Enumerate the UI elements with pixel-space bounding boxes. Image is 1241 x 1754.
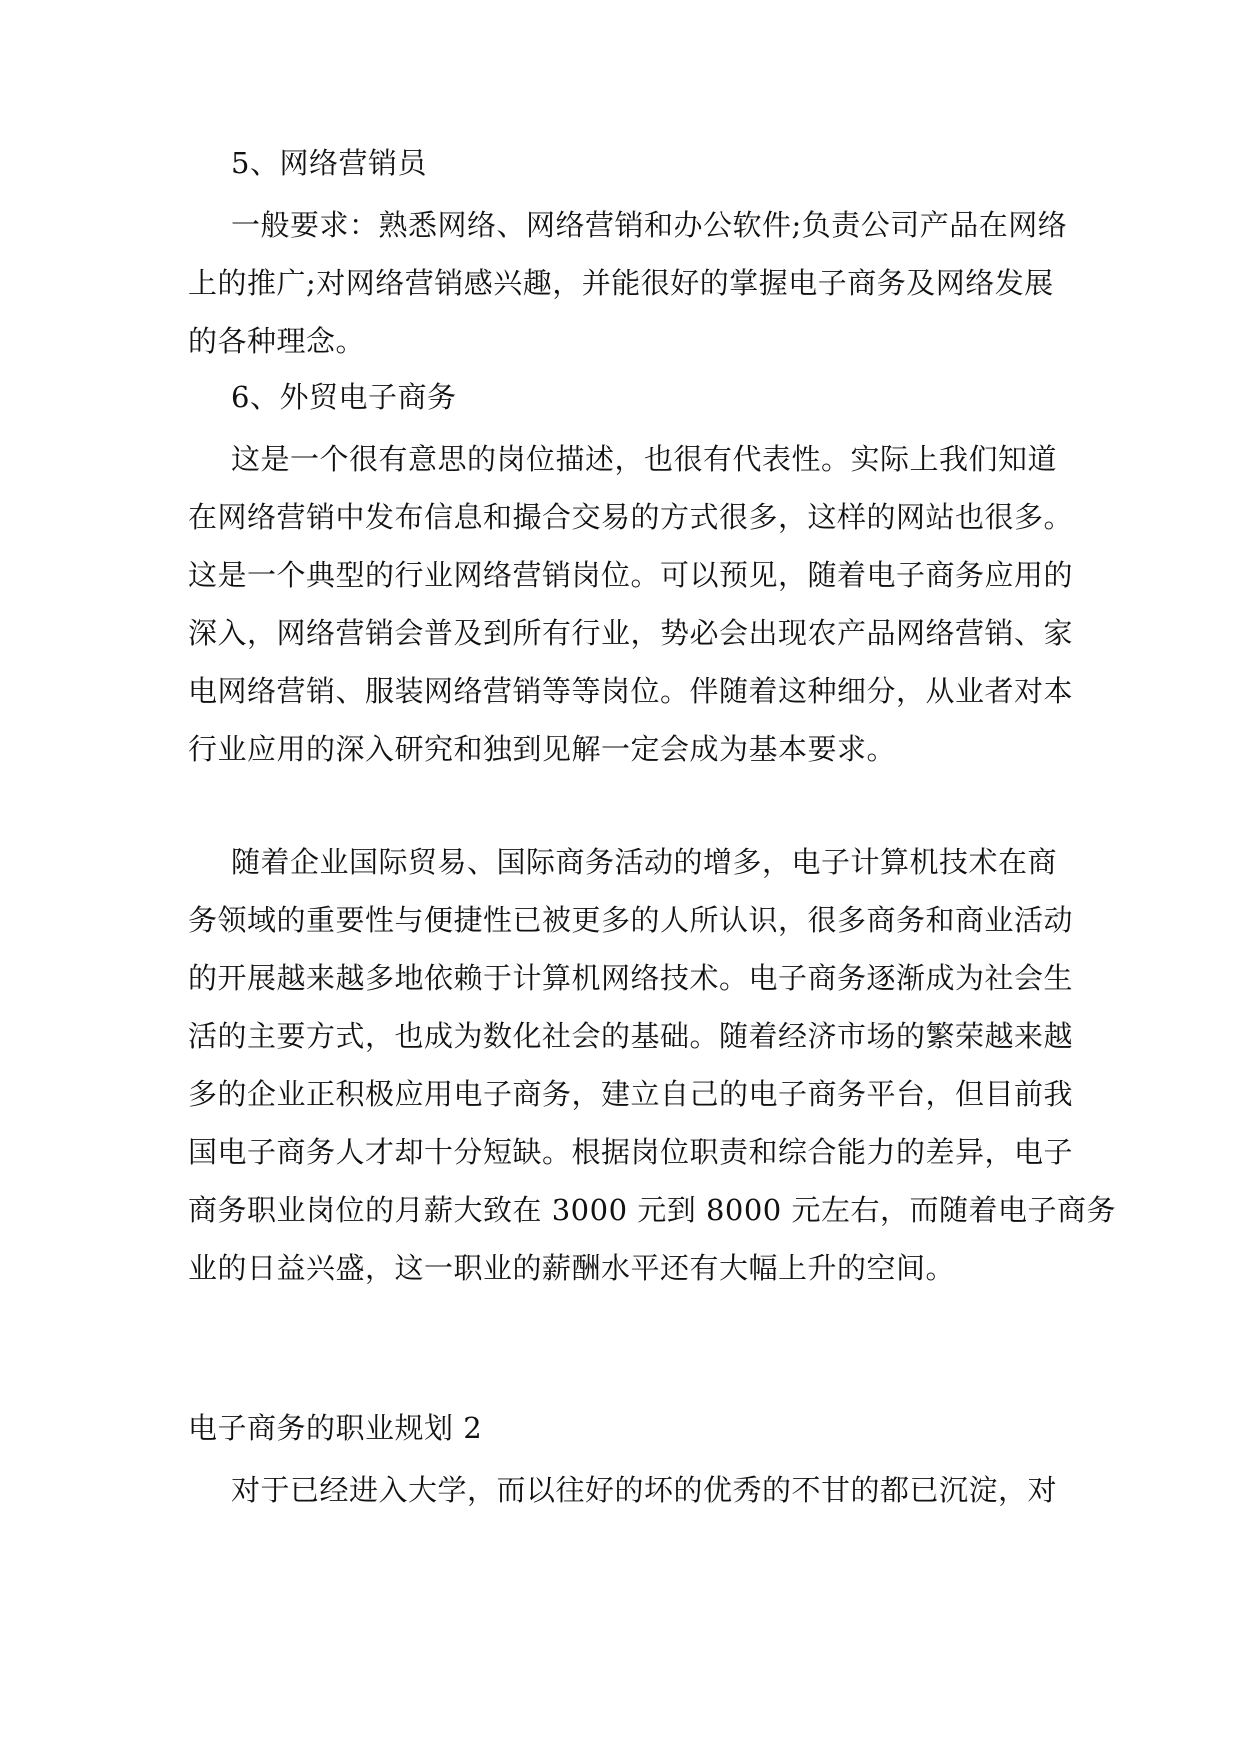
text-line: 业的日益兴盛，这一职业的薪酬水平还有大幅上升的空间。 <box>188 1251 956 1285</box>
paragraph-position-description <box>188 430 1074 778</box>
text-line: 一般要求：熟悉网络、网络营销和办公软件;负责公司产品在网络 <box>231 208 1068 242</box>
text-line: 在网络营销中发布信息和撮合交易的方式很多，这样的网站也很多。 <box>188 500 1074 534</box>
text-line: 国电子商务人才却十分短缺。根据岗位职责和综合能力的差异，电子 <box>188 1135 1074 1169</box>
text-line: 电网络营销、服装网络营销等等岗位。伴随着这种细分，从业者对本 <box>188 674 1074 708</box>
text-line: 这是一个典型的行业网络营销岗位。可以预见，随着电子商务应用的 <box>188 558 1074 592</box>
text-line: 对于已经进入大学，而以往好的坏的优秀的不甘的都已沉淀，对 <box>231 1473 1058 1507</box>
text-line: 随着企业国际贸易、国际商务活动的增多，电子计算机技术在商 <box>231 845 1058 879</box>
text-line: 的开展越来越多地依赖于计算机网络技术。电子商务逐渐成为社会生 <box>188 961 1074 995</box>
text-line: 6、外贸电子商务 <box>231 380 457 414</box>
text-line: 这是一个很有意思的岗位描述，也很有代表性。实际上我们知道 <box>231 442 1058 476</box>
paragraph-general-requirements <box>188 196 1068 370</box>
text-line: 多的企业正积极应用电子商务，建立自己的电子商务平台，但目前我 <box>188 1077 1074 1111</box>
heading-foreign-trade-ecommerce <box>188 368 1101 426</box>
text-line: 5、网络营销员 <box>231 146 427 180</box>
text-line: 活的主要方式，也成为数化社会的基础。随着经济市场的繁荣越来越 <box>188 1019 1074 1053</box>
paragraph-university-intro <box>188 1461 1058 1519</box>
text-line: 务领域的重要性与便捷性已被更多的人所认识，很多商务和商业活动 <box>188 903 1074 937</box>
text-line: 深入，网络营销会普及到所有行业，势必会出现农产品网络营销、家 <box>188 616 1074 650</box>
text-line: 的各种理念。 <box>188 324 366 358</box>
section-title-career-planning-2 <box>188 1399 1058 1457</box>
text-line: 电子商务的职业规划 2 <box>188 1411 483 1445</box>
text-line: 行业应用的深入研究和独到见解一定会成为基本要求。 <box>188 732 897 766</box>
heading-network-marketer <box>188 134 1101 192</box>
paragraph-ecommerce-development <box>188 833 1116 1297</box>
text-line: 上的推广;对网络营销感兴趣，并能很好的掌握电子商务及网络发展 <box>188 266 1054 300</box>
text-line: 商务职业岗位的月薪大致在 3000 元到 8000 元左右，而随着电子商务 <box>188 1193 1116 1227</box>
